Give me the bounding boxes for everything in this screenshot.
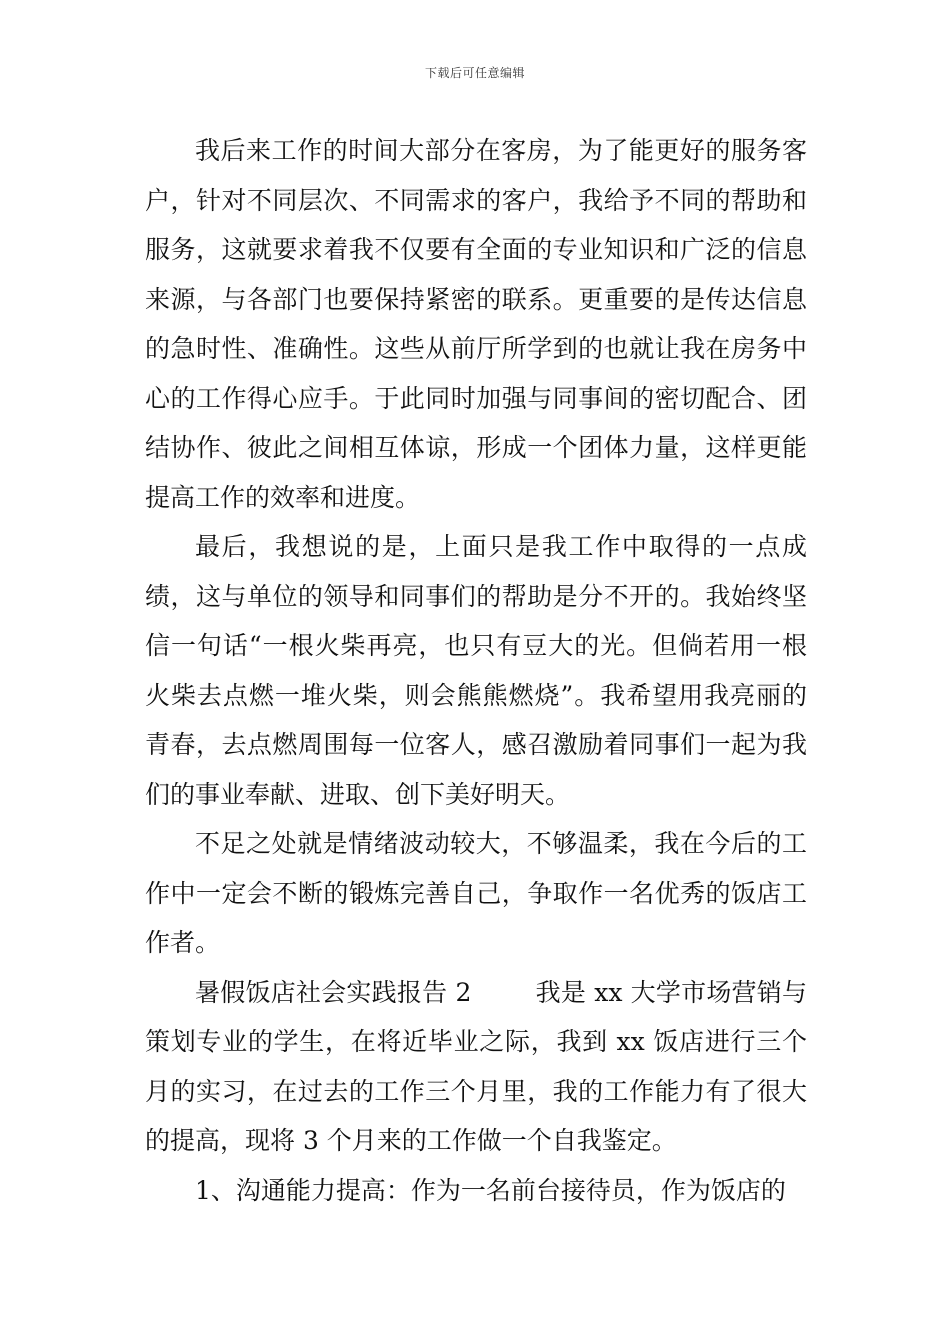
report-title: 暑假饭店社会实践报告 2 [195,977,472,1007]
paragraph-shortcomings: 不足之处就是情绪波动较大，不够温柔，我在今后的工作中一定会不断的锻炼完善自己，争取作一名优秀的饭店工作者。 [145,829,807,957]
paragraph-guest-rooms: 我后来工作的时间大部分在客房，为了能更好的服务客户，针对不同层次、不同需求的客户，我给予不同的帮助和服务，这就要求着我不仅要有全面的专业知识和广泛的信息来源，与各部门也要保持紧密的联系。更重要的是传达信息的急时性、准确性。这些从前厅所学到的也就让我在房务中心的工作得心应手。于此同时加强与同事间的密切配合、团结协作、彼此之间相互体谅，形成一个团体力量，这样更能提高工作的效率和进度。 [145,136,807,512]
report-intro: 我是 xx 大学市场营销与策划专业的学生，在将近毕业之际，我到 xx 饭店进行三个月的实习，在过去的工作三个月里，我的工作能力有了很大的提高，现将 3 个月来的工作做一个自我鉴定。 [145,977,808,1155]
document-body [145,126,807,1215]
paragraph-conclusion: 最后，我想说的是，上面只是我工作中取得的一点成绩，这与单位的领导和同事们的帮助是分不开的。我始终坚信一句话“一根火柴再亮，也只有豆大的光。但倘若用一根火柴去点燃一堆火柴，则会熊熊燃烧”。我希望用我亮丽的青春，去点燃周围每一位客人，感召激励着同事们一起为我们的事业奉献、进取、创下美好明天。 [145,532,807,809]
page-header: 下载后可任意编辑 [424,66,525,80]
paragraph-item-1: 1、沟通能力提高：作为一名前台接待员，作为饭店的 [195,1175,786,1205]
paragraph-report-2 [145,968,807,1166]
